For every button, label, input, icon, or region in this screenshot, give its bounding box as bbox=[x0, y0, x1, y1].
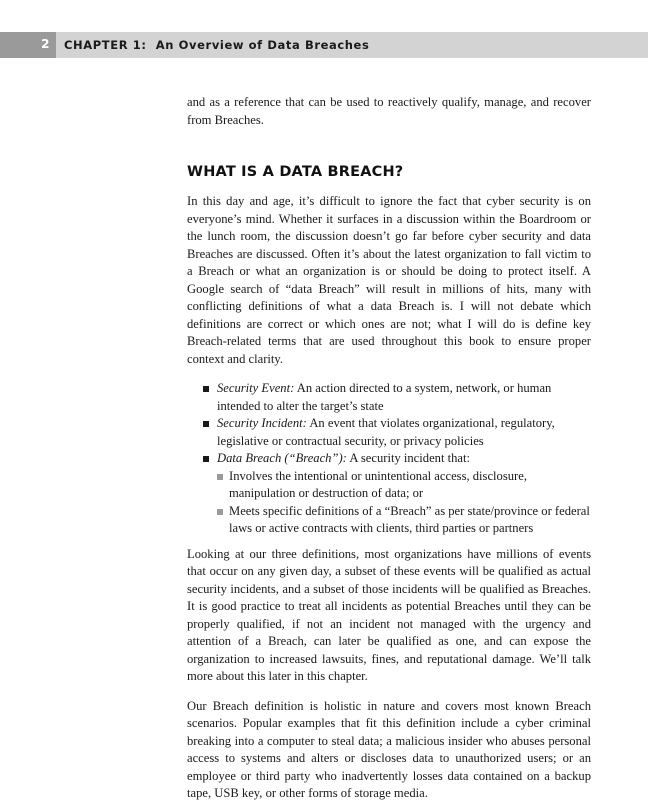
sub-definition-item: Involves the intentional or unintentional access, disclosure, manipulation or destruction of data; or bbox=[217, 468, 591, 503]
page-body bbox=[187, 94, 591, 803]
definition-item bbox=[203, 450, 591, 538]
page-number: 2 bbox=[41, 37, 50, 51]
paragraph-1: In this day and age, it’s difficult to ignore the fact that cyber security is on everyone’s mind. Whether it surfaces in a discussion within the Boardroom or the lunch room, the discussion doesn’t go far before cyber security and data Breaches are discussed. Often it’s about the latest organization to fall victim to a Breach or what an organization is or should be doing to protect itself. A Google search of “data Breach” will result in millions of hits, many with conflicting definitions of what a data Breach is. I will not debate which definitions are correct or which ones are not; what I will do is define key Breach-related terms that are used throughout this book to ensure proper context and clarity. bbox=[187, 194, 591, 366]
definition-list bbox=[187, 380, 591, 538]
sub-definition-list bbox=[217, 468, 591, 538]
page-number-box bbox=[0, 32, 56, 58]
running-head-text bbox=[64, 38, 369, 52]
paragraph-2: Looking at our three definitions, most organizations have millions of events that occur on any given day, a subset of these events will be qualified as actual security incidents, and a subset of those incidents will be qualified as Breaches. It is good practice to treat all incidents as potential Breaches until they can be properly qualified, if not an incident not managed with the urgency and attention of a Breach, can later be qualified as one, and can expose the organization to increased lawsuits, fines, and reputational damage. We’ll talk more about this later in this chapter. bbox=[187, 546, 591, 683]
paragraph-3: Our Breach definition is holistic in nature and covers most known Breach scenarios. Popular examples that fit this definition include a cyber criminal breaking into a computer to steal data; a malicious insider who abuses personal access to systems and alters or discloses data to unauthorized users; or an employee or third party who inadvertently losses data contained on a backup tape, USB key, or other forms of storage media. bbox=[187, 698, 591, 800]
definition-item bbox=[203, 380, 591, 415]
running-header bbox=[0, 32, 648, 58]
section-heading: WHAT IS A DATA BREACH? bbox=[187, 164, 404, 180]
definition-text: An event that violates organizational, regulatory, legislative or contractual security, or privacy policies bbox=[217, 416, 555, 448]
definition-text: A security incident that: bbox=[346, 451, 470, 465]
definition-term: Security Incident: bbox=[217, 416, 307, 430]
definition-text: An action directed to a system, network, or human intended to alter the target’s state bbox=[217, 381, 552, 413]
definition-item bbox=[203, 415, 591, 450]
definition-term: Security Event: bbox=[217, 381, 295, 395]
chapter-label: CHAPTER 1: bbox=[64, 38, 147, 52]
chapter-title: An Overview of Data Breaches bbox=[155, 38, 370, 52]
definition-term: Data Breach (“Breach”): bbox=[217, 451, 347, 465]
sub-definition-item: Meets specific definitions of a “Breach” as per state/province or federal laws or active contracts with clients, third parties or partners bbox=[217, 503, 591, 538]
intro-paragraph: and as a reference that can be used to reactively qualify, manage, and recover from Breaches. bbox=[187, 95, 591, 127]
